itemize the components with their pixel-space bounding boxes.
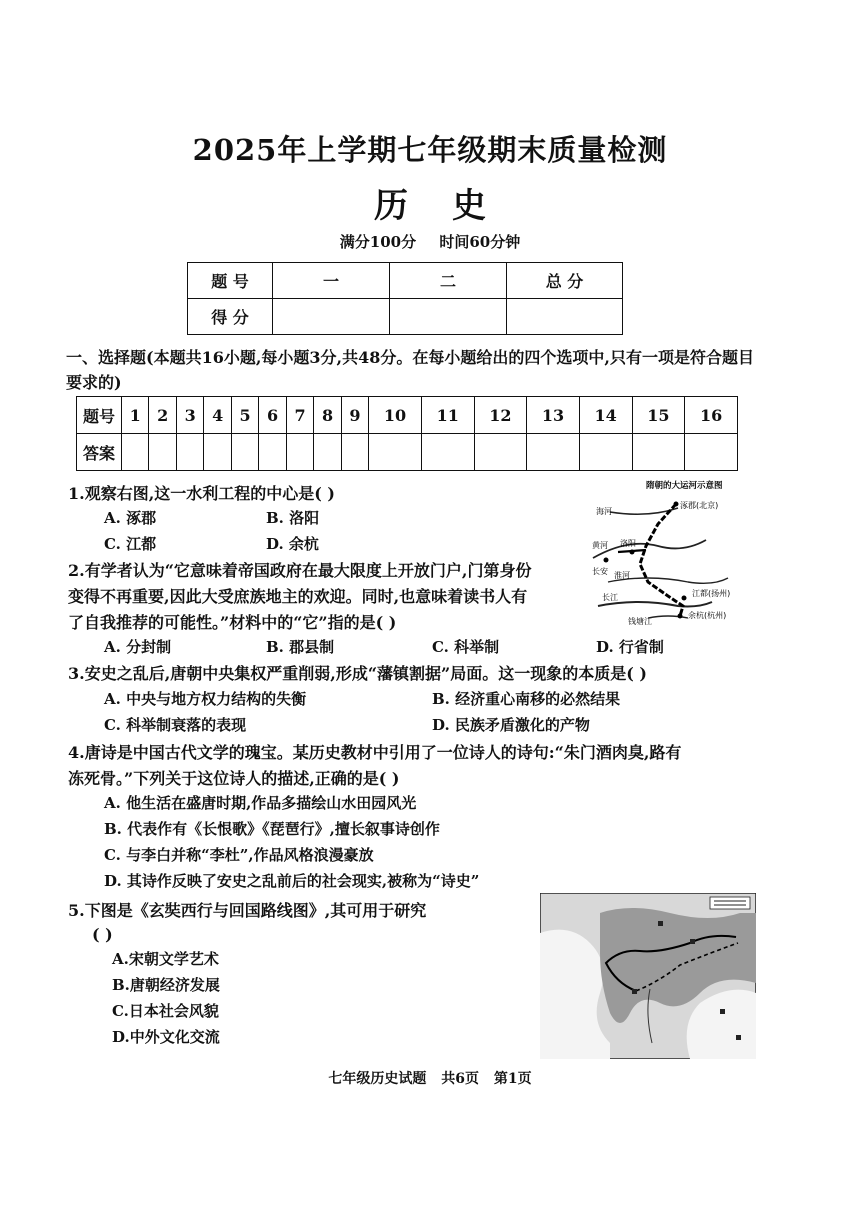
score-header-part1: 一 [273,263,390,299]
exam-title: 2025年上学期七年级期末质量检测 [192,133,668,167]
answer-cell[interactable] [527,434,580,471]
map2-marker [658,921,663,926]
city-luoyang-dot [630,550,635,555]
answer-cell[interactable] [259,434,286,471]
map1-label: 黄河 [592,541,608,550]
q1-option-c: C. 江都 [104,535,157,553]
city-yuhang-dot [678,614,683,619]
q3-option-c: C. 科举制衰落的表现 [104,716,247,734]
answer-cell[interactable] [176,434,203,471]
q4-option-c: C. 与李白并称“李杜”,作品风格浪漫豪放 [104,846,374,864]
river-huanghe [593,540,706,558]
question-number-cell: 7 [286,397,313,434]
q2-option-d: D. 行省制 [596,638,664,656]
question-number-cell: 11 [421,397,474,434]
score-cell[interactable] [273,299,390,335]
q4-option-b: B. 代表作有《长恨歌》《琵琶行》,擅长叙事诗创作 [104,820,440,838]
question-number-cell: 12 [474,397,527,434]
q4-option-d: D. 其诗作反映了安史之乱前后的社会现实,被称为“诗史” [104,872,480,890]
question-number-cell: 5 [231,397,258,434]
map1-label: 洛阳 [620,539,636,548]
q3-option-d: D. 民族矛盾激化的产物 [432,716,590,734]
question-number-cell: 8 [314,397,341,434]
score-header-part2: 二 [390,263,507,299]
score-cell[interactable] [390,299,507,335]
map1-title: 隋朝的大运河示意图 [646,481,723,491]
map2-marker [632,989,637,994]
q3-option-a: A. 中央与地方权力结构的失衡 [104,690,307,708]
answer-cell[interactable] [122,434,149,471]
q1-option-d: D. 余杭 [266,535,319,553]
subject-title: 历史 [374,186,530,226]
section-heading: 一、选择题(本题共16小题,每小题3分,共48分。在每小题给出的四个选项中,只有一项是符合题目要求的) [66,348,754,392]
exam-meta: 满分100分 时间60分钟 [339,233,521,251]
q5-option-c: C.日本社会风貌 [112,1002,219,1020]
grand-canal-map [588,478,758,626]
q2-option-a: A. 分封制 [104,638,172,656]
answer-cell[interactable] [286,434,313,471]
map2-marker [690,939,695,944]
page-footer: 七年级历史试题 共6页 第1页 [328,1071,532,1087]
q5-option-d: D.中外文化交流 [112,1028,220,1046]
answer-cell[interactable] [421,434,474,471]
score-header-total: 总 分 [507,263,623,299]
question-number-cell: 10 [369,397,422,434]
question-number-cell: 6 [259,397,286,434]
map2-marker [736,1035,741,1040]
city-changan-dot [604,558,609,563]
question-4-line2: 冻死骨。”下列关于这位诗人的描述,正确的是( ) [68,769,400,788]
city-jiangdu-dot [682,596,687,601]
map1-label: 长江 [602,593,618,602]
question-number-cell: 14 [579,397,632,434]
answer-row-label: 答案 [77,434,122,471]
question-number-cell: 3 [176,397,203,434]
map2-legend [710,897,750,909]
q4-option-a: A. 他生活在盛唐时期,作品多描绘山水田园风光 [104,794,417,812]
answer-cell[interactable] [341,434,368,471]
question-1-stem: 1.观察右图,这一水利工程的中心是( ) [68,484,335,503]
answer-table [76,396,738,471]
score-table [187,262,623,335]
q3-option-b: B. 经济重心南移的必然结果 [432,690,621,708]
answer-cell[interactable] [579,434,632,471]
q5-option-b: B.唐朝经济发展 [112,976,220,994]
score-row-label: 得 分 [188,299,273,335]
grand-canal-line [640,504,683,616]
answer-cell[interactable] [149,434,176,471]
question-number-cell: 1 [122,397,149,434]
map2-marker [720,1009,725,1014]
q2-option-b: B. 郡县制 [266,638,335,656]
city-zhuojun-dot [674,502,679,507]
map1-label: 海河 [596,507,612,516]
question-2-line1: 2.有学者认为“它意味着帝国政府在最大限度上开放门户,门第身份 [68,561,532,580]
question-2-line2: 变得不再重要,因此大受庶族地主的欢迎。同时,也意味着读书人有 [68,587,528,606]
map1-label: 钱塘江 [628,617,652,626]
answer-row-label: 题号 [77,397,122,434]
q1-option-a: A. 涿郡 [104,509,157,527]
answer-cell[interactable] [685,434,738,471]
question-3-stem: 3.安史之乱后,唐朝中央集权严重削弱,形成“藩镇割据”局面。这一现象的本质是( ) [68,664,647,683]
answer-cell[interactable] [632,434,685,471]
map1-label: 淮河 [614,571,630,580]
score-header-label: 题 号 [188,263,273,299]
question-number-cell: 4 [204,397,231,434]
map1-label: 余杭(杭州) [688,611,727,620]
map1-label: 涿郡(北京) [680,501,719,510]
q1-option-b: B. 洛阳 [266,509,320,527]
answer-cell[interactable] [474,434,527,471]
question-5-line2: ( ) [92,925,113,944]
map1-label: 长安 [592,567,608,576]
river-changjiang [598,602,712,607]
q2-option-c: C. 科举制 [432,638,500,656]
answer-cell[interactable] [314,434,341,471]
question-number-cell: 16 [685,397,738,434]
score-cell[interactable] [507,299,623,335]
answer-cell[interactable] [204,434,231,471]
question-number-cell: 9 [341,397,368,434]
answer-cell[interactable] [231,434,258,471]
question-number-cell: 13 [527,397,580,434]
answer-cell[interactable] [369,434,422,471]
question-number-cell: 15 [632,397,685,434]
question-4-line1: 4.唐诗是中国古代文学的瑰宝。某历史教材中引用了一位诗人的诗句:“朱门酒肉臭,路有 [68,743,682,762]
xuanzang-route-map [540,893,756,1059]
question-2-line3: 了自我推荐的可能性。”材料中的“它”指的是( ) [68,613,397,632]
map1-label: 江都(扬州) [692,589,731,598]
question-number-cell: 2 [149,397,176,434]
question-5-line1: 5.下图是《玄奘西行与回国路线图》,其可用于研究 [68,901,427,920]
q5-option-a: A.宋朝文学艺术 [112,950,219,968]
